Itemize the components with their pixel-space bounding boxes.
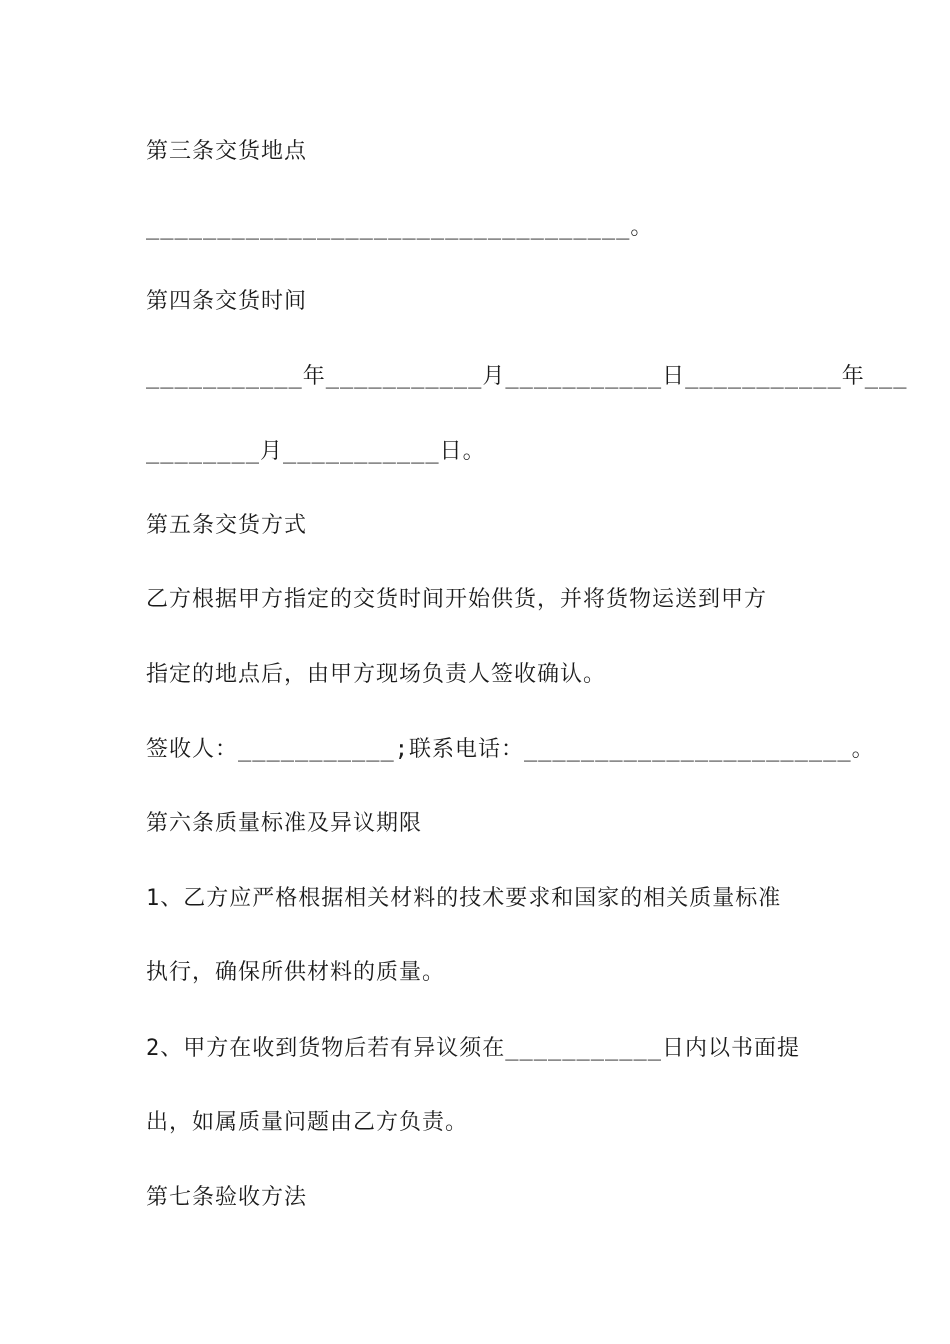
delivery-time-line-1: ___________年___________月___________日___________年___ <box>146 364 908 389</box>
article-4-heading: 第四条交货时间 <box>146 289 308 314</box>
delivery-time-line-2: ________月___________日。 <box>146 439 486 464</box>
delivery-method-paragraph-line-1: 乙方根据甲方指定的交货时间开始供货，并将货物运送到甲方 <box>146 587 768 612</box>
quality-clause-1-line-1: 1、乙方应严格根据相关材料的技术要求和国家的相关质量标准 <box>146 886 782 911</box>
article-5-heading: 第五条交货方式 <box>146 513 308 538</box>
article-3-heading: 第三条交货地点 <box>146 139 308 164</box>
signer-contact-line: 签收人：___________;联系电话：_______________________。 <box>146 737 875 762</box>
delivery-method-paragraph-line-2: 指定的地点后，由甲方现场负责人签收确认。 <box>146 662 607 687</box>
delivery-place-blank-line: __________________________________。 <box>146 215 654 240</box>
quality-clause-2-line-2: 出，如属质量问题由乙方负责。 <box>146 1110 469 1135</box>
article-6-heading: 第六条质量标准及异议期限 <box>146 811 423 836</box>
quality-clause-1-line-2: 执行，确保所供材料的质量。 <box>146 960 446 985</box>
quality-clause-2-line-1: 2、甲方在收到货物后若有异议须在___________日内以书面提 <box>146 1036 800 1061</box>
article-7-heading: 第七条验收方法 <box>146 1185 308 1210</box>
